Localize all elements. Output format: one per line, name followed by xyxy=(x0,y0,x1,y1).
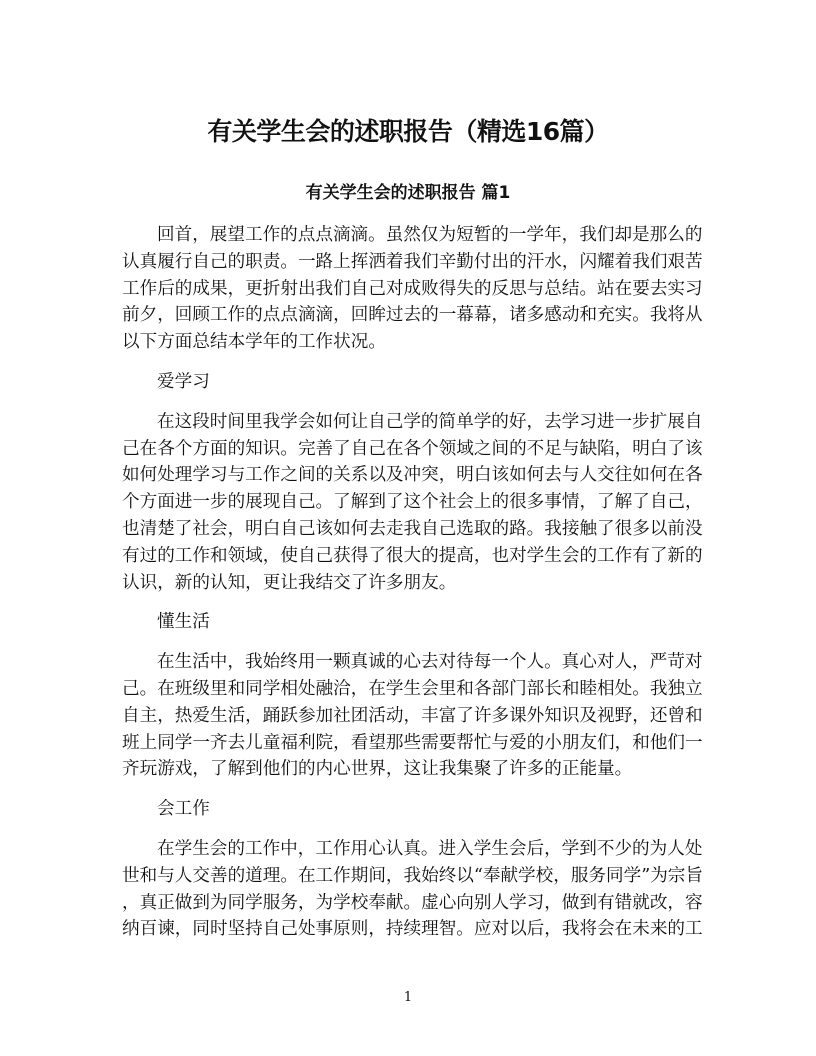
text-line: 在这段时间里我学会如何让自己学的简单学的好，去学习进一步扩展自 xyxy=(157,411,703,432)
paragraph xyxy=(122,649,703,783)
text-line: 己在各个方面的知识。完善了自己在各个领域之间的不足与缺陷，明白了该 xyxy=(122,438,703,459)
section-title: 有关学生会的述职报告 篇1 xyxy=(305,183,511,203)
text-line: 回首，展望工作的点点滴滴。虽然仅为短暂的一学年，我们却是那么的 xyxy=(157,225,703,245)
section-heading xyxy=(122,609,696,636)
text-line: 在生活中，我始终用一颗真诚的心去对待每一个人。真心对人，严苛对 xyxy=(157,652,703,673)
section-heading xyxy=(122,369,696,396)
text-line: 也清楚了社会，明白自己该如何去走我自己选取的路。我接触了很多以前没 xyxy=(122,518,703,539)
text-line: 在学生会的工作中，工作用心认真。进入学生会后，学到不少的为人处 xyxy=(157,838,703,859)
paragraph xyxy=(122,222,703,356)
text-line: 自主，热爱生活，踊跃参加社团活动，丰富了许多课外知识及视野，还曾和 xyxy=(122,705,703,726)
text-line: 前夕，回顾工作的点点滴滴，回眸过去的一幕幕，诸多感动和充实。我将从 xyxy=(122,305,703,326)
paragraph xyxy=(122,409,703,597)
text-line: 齐玩游戏，了解到他们的内心世界，这让我集聚了许多的正能量。 xyxy=(122,759,633,780)
text-line: 认真履行自己的职责。一路上挥洒着我们辛勤付出的汗水，闪耀着我们艰苦 xyxy=(122,251,703,272)
text-line: 纳百谏，同时坚持自己处事原则，持续理智。应对以后，我将会在未来的工 xyxy=(122,919,703,940)
text-line: 班上同学一齐去儿童福利院，看望那些需要帮忙与爱的小朋友们，和他们一 xyxy=(122,732,703,753)
text-line: 爱学习 xyxy=(157,371,210,392)
document-body xyxy=(122,222,703,956)
text-line: 认识，新的认知，更让我结交了许多朋友。 xyxy=(122,572,457,593)
document-title: 有关学生会的述职报告（精选16篇） xyxy=(207,117,609,146)
text-line: 懂生活 xyxy=(157,612,210,633)
text-line: 会工作 xyxy=(157,799,210,820)
paragraph xyxy=(122,836,703,943)
text-line: ，真正做到为同学服务，为学校奉献。虚心向别人学习，做到有错就改，容 xyxy=(122,892,703,913)
text-line: 己。在班级里和同学相处融洽，在学生会里和各部门部长和睦相处。我独立 xyxy=(122,678,703,699)
text-line: 世和与人交善的道理。在工作期间，我始终以“奉献学校，服务同学”为宗旨 xyxy=(122,865,703,886)
text-line: 有过的工作和领域，使自己获得了很大的提高，也对学生会的工作有了新的 xyxy=(122,545,703,566)
section-heading xyxy=(122,796,696,823)
text-line: 如何处理学习与工作之间的关系以及冲突，明白该如何去与人交往如何在各 xyxy=(122,465,703,486)
text-line: 个方面进一步的展现自己。了解到了这个社会上的很多事情，了解了自己， xyxy=(122,492,703,513)
text-line: 以下方面总结本学年的工作状况。 xyxy=(122,332,386,353)
text-line: 工作后的成果，更折射出我们自己对成败得失的反思与总结。站在要去实习 xyxy=(122,278,703,299)
page-number: 1 xyxy=(403,990,413,1005)
